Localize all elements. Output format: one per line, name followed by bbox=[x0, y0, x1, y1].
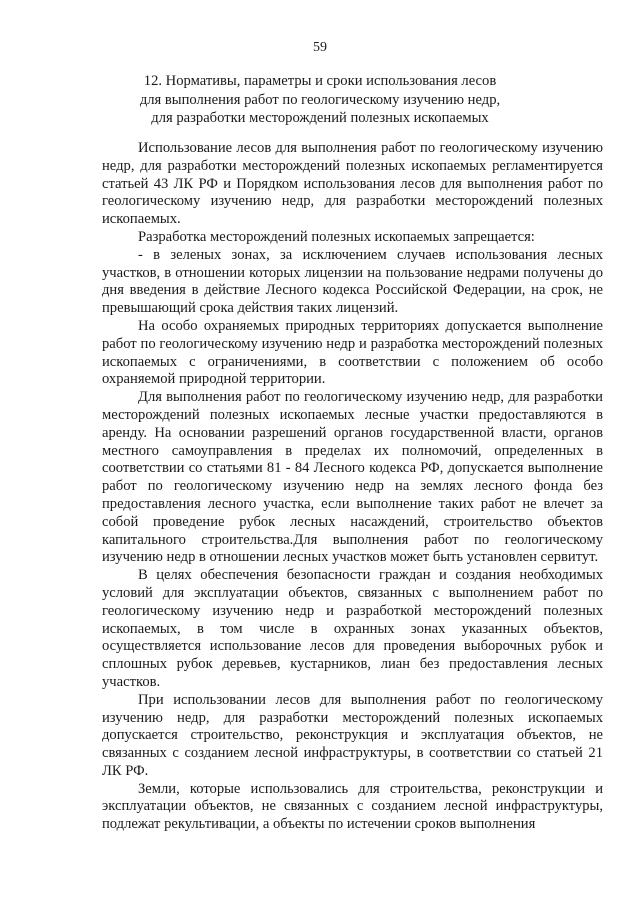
paragraph: Использование лесов для выполнения работ по геологическому изучению недр, для разработки месторождений полезных ископаемых регламентируется статьей 43 ЛК РФ и Порядком использования лесов для выполнения работ по геологическому изучению недр, для разработки месторождений полезных ископаемых. bbox=[102, 140, 603, 228]
paragraph: Разработка месторождений полезных ископаемых запрещается: bbox=[138, 228, 535, 245]
paragraph: На особо охраняемых природных территориях допускается выполнение работ по геологическому изучению недр и разработка месторождений полезных ископаемых с ограничениями, в соответствии с положением об особо охраняемой природной территории. bbox=[102, 317, 603, 388]
heading-line-2: для выполнения работ по геологическому изучению недр, bbox=[139, 91, 501, 108]
paragraph: При использовании лесов для выполнения работ по геологическому изучению недр, для разработки месторождений полезных ископаемых допускается строительство, реконструкция и эксплуатация объектов, не связанных с созданием лесной инфраструктуры, в соответствии со статьей 21 ЛК РФ. bbox=[102, 691, 603, 779]
heading-line-3: для разработки месторождений полезных ископаемых bbox=[151, 110, 489, 126]
paragraph: - в зеленых зонах, за исключением случаев использования лесных участков, в отношении которых лицензии на пользование недрами получены до дня введения в действие Лесного кодекса Российской Федерации, на срок, не превышающий срока действия таких лицензий. bbox=[102, 246, 603, 317]
page-number: 59 bbox=[313, 40, 327, 55]
heading-line-1: 12. Нормативы, параметры и сроки использования лесов bbox=[143, 73, 497, 89]
section-heading bbox=[100, 72, 540, 128]
paragraph: Для выполнения работ по геологическому изучению недр, для разработки месторождений полезных ископаемых лесные участки предоставляются в аренду. На основании разрешений органов государственной власти, органов местного самоуправления в пределах их полномочий, определенных в соответствии со статьями 81 - 84 Лесного кодекса РФ, допускается выполнение работ по геологическому изучению недр на землях лесного фонда без предоставления лесного участка, если выполнение таких работ не влечет за собой проведение рубок лесных насаждений, строительство объектов капитального строительства.Для выполнения работ по геологическому изучению недр в отношении лесных участков может быть установлен сервитут. bbox=[102, 389, 603, 566]
paragraph: Земли, которые использовались для строительства, реконструкции и эксплуатации объектов, не связанных с созданием лесной инфраструктуры, подлежат рекультивации, а объекты по истечении сроков выполнения bbox=[102, 780, 603, 833]
paragraph: В целях обеспечения безопасности граждан и создания необходимых условий для эксплуатации объектов, связанных с выполнением работ по геологическому изучению недр и разработкой месторождений полезных ископаемых, в том числе в охранных зонах указанных объектов, осуществляется использование лесов для проведения выборочных рубок и сплошных рубок деревьев, кустарников, лиан без предоставления лесных участков. bbox=[102, 567, 603, 690]
body-text bbox=[102, 140, 603, 834]
